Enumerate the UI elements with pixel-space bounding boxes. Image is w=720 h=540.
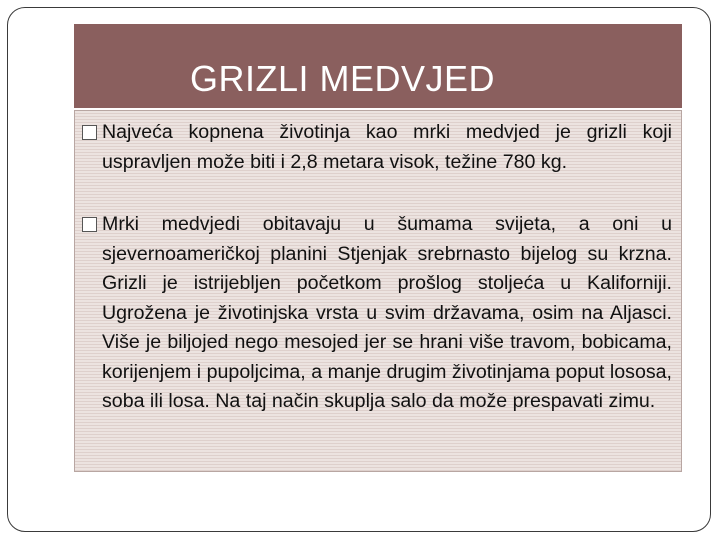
- paragraph-text: Mrki medvjedi obitavaju u šumama svijeta, a oni u sjevernoameričkoj planini Stjenjak srebrnasto bijelog su krzna. Grizli je istrijebljen početkom prošlog stoljeća u Kaliforniji. Ugrožena je životinjska vrsta u svim državama, osim na Aljasci. Više je biljojed nego mesojed jer se hrani više travom, bobicama, korijenjem i pupoljcima, a manje drugim životinjama poput lososa, soba ili losa. Na taj način skuplja salo da može prespavati zimu.: [102, 213, 672, 412]
- bullet-paragraph-1: [82, 118, 672, 177]
- bullet-paragraph-2: [82, 210, 672, 417]
- square-bullet-icon: [82, 125, 97, 140]
- square-bullet-icon: [82, 217, 97, 232]
- paragraph-text: Najveća kopnena životinja kao mrki medvjed je grizli koji uspravljen može biti i 2,8 metara visok, težine 780 kg.: [102, 121, 672, 173]
- slide-title: GRIZLI MEDVJED: [190, 58, 496, 99]
